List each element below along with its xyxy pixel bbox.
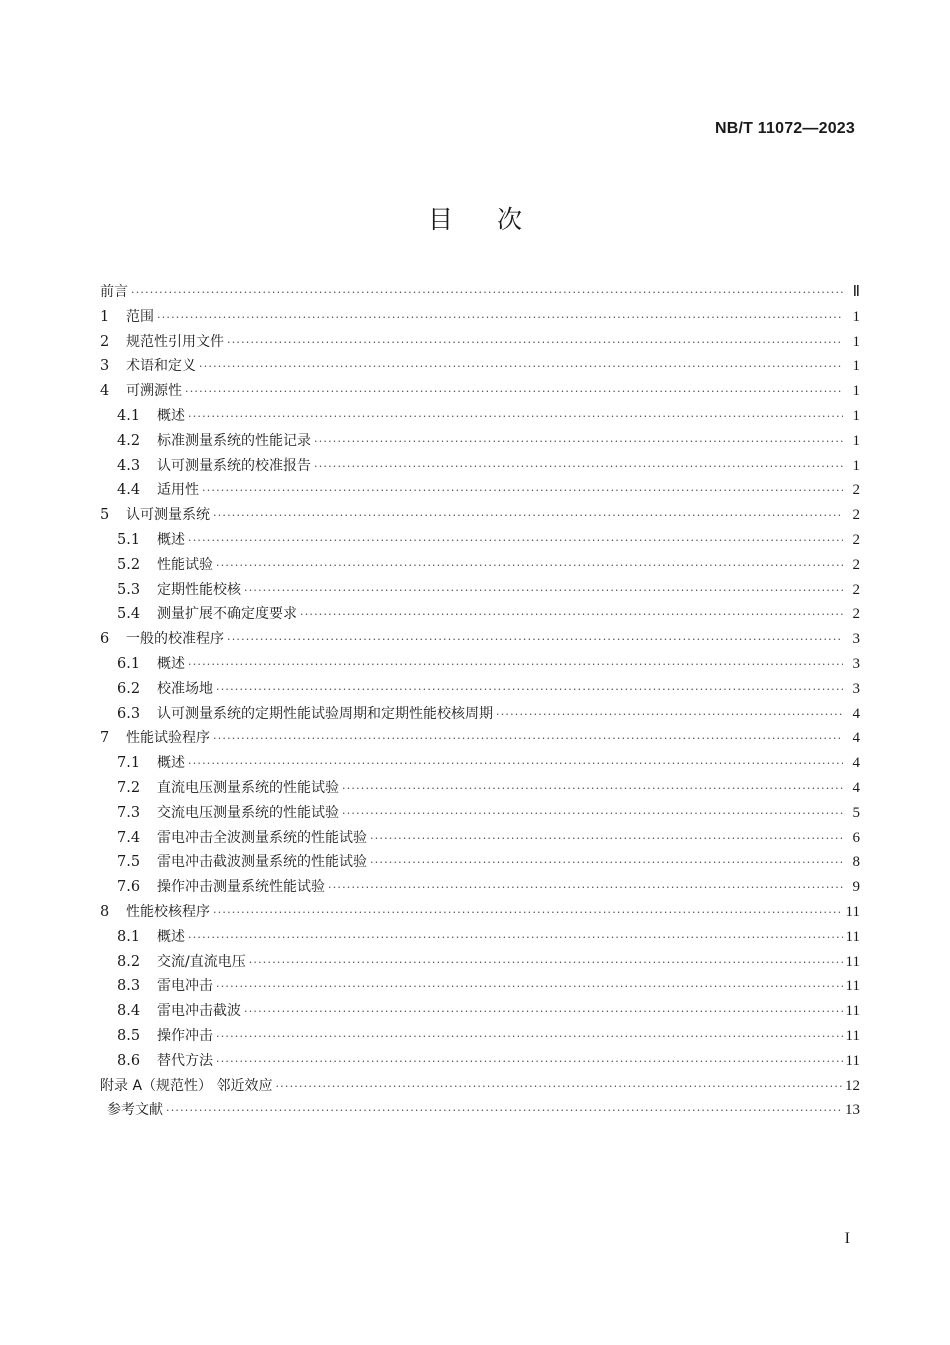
toc-entry[interactable] [100,305,860,330]
toc-entry-number: 1 [100,308,110,325]
toc-entry-label: 术语和定义 [126,358,196,375]
dot-leader [328,876,843,901]
toc-entry-number: 6.3 [117,705,141,722]
dot-leader [216,678,843,703]
dot-leader [300,603,843,628]
toc-entry[interactable] [100,404,860,429]
dot-leader [314,455,843,480]
toc-entry[interactable] [100,602,860,627]
toc-entry-page: 5 [852,804,860,821]
toc-entry-page: 2 [852,606,860,623]
toc-entry-page: 3 [852,655,860,672]
toc-entry-page: 4 [852,705,860,722]
toc-entry[interactable] [100,999,860,1024]
toc-entry-label: 附录 A（规范性） 邻近效应 [100,1077,273,1094]
toc-entry-number: 7.3 [117,804,141,821]
dot-leader [216,1025,843,1050]
toc-entry-number: 8.1 [117,928,141,945]
toc-entry-page: 3 [852,680,860,697]
dot-leader [227,628,843,653]
page-title: 目次 [427,205,566,234]
toc-entry-label: 交流电压测量系统的性能试验 [157,804,339,821]
toc-entry[interactable] [100,801,860,826]
dot-leader [314,430,843,455]
toc-entry-page: 11 [845,903,860,920]
footer-page-number: I [844,1230,850,1247]
toc-entry-page: 13 [845,1102,860,1119]
toc-entry-label: 概述 [157,655,185,672]
toc-entry[interactable] [100,652,860,677]
toc-entry-label: 替代方法 [157,1052,213,1069]
dot-leader [188,926,843,951]
toc-entry-label: 雷电冲击全波测量系统的性能试验 [157,829,367,846]
toc-entry-page: 6 [852,829,860,846]
dot-leader [213,504,843,529]
dot-leader [188,653,843,678]
table-of-contents [100,280,860,1123]
toc-entry-page: 4 [852,779,860,796]
toc-entry-page: 11 [845,978,860,995]
dot-leader [157,306,843,331]
toc-entry-page: 11 [845,1052,860,1069]
toc-entry[interactable] [100,850,860,875]
toc-entry-page: 11 [845,928,860,945]
dot-leader [213,727,843,752]
dot-leader [370,827,843,852]
toc-entry-page: 12 [845,1077,860,1094]
toc-entry-number: 8.2 [117,953,141,970]
toc-entry-page: 4 [852,730,860,747]
toc-entry-page: 9 [852,879,860,896]
dot-leader [370,851,843,876]
toc-entry[interactable] [100,528,860,553]
toc-entry-label: 操作冲击测量系统性能试验 [157,879,325,896]
toc-entry[interactable] [100,280,860,305]
dot-leader [342,777,843,802]
toc-entry-label: 认可测量系统 [126,507,210,524]
toc-entry-label: 操作冲击 [157,1027,213,1044]
toc-entry-label: 认可测量系统的定期性能试验周期和定期性能校核周期 [157,705,493,722]
toc-entry[interactable] [100,578,860,603]
toc-entry[interactable] [100,454,860,479]
toc-entry-number: 8.6 [117,1052,141,1069]
toc-entry-page: Ⅱ [852,284,860,300]
toc-entry-number: 8 [100,903,110,920]
toc-entry-label: 测量扩展不确定度要求 [157,606,297,623]
toc-entry-page: 2 [852,556,860,573]
toc-entry-page: 11 [845,1003,860,1020]
toc-entry[interactable] [100,950,860,975]
dot-leader [185,380,843,405]
toc-entry[interactable] [100,1074,860,1099]
toc-entry-label: 概述 [157,928,185,945]
toc-entry-number: 7.6 [117,879,141,896]
dot-leader [275,1075,842,1100]
toc-entry-label: 参考文献 [107,1102,163,1119]
toc-entry-label: 适用性 [157,482,199,499]
toc-entry-number: 5 [100,507,110,524]
toc-entry-label: 交流/直流电压 [157,953,246,970]
toc-entry-page: 2 [852,482,860,499]
toc-entry[interactable] [100,1098,860,1123]
toc-entry[interactable] [100,776,860,801]
dot-leader [244,1000,843,1025]
toc-entry-page: 8 [852,854,860,871]
toc-entry[interactable] [100,974,860,999]
toc-entry-number: 4.1 [117,407,141,424]
dot-leader [216,975,843,1000]
toc-entry-label: 直流电压测量系统的性能试验 [157,779,339,796]
toc-entry-label: 概述 [157,407,185,424]
toc-entry-label: 范围 [126,308,154,325]
toc-entry-number: 6 [100,631,110,648]
dot-leader [188,405,843,430]
toc-entry-page: 1 [852,333,860,350]
toc-entry-page: 4 [852,755,860,772]
toc-entry-label: 校准场地 [157,680,213,697]
toc-entry[interactable] [100,751,860,776]
toc-entry-number: 4.3 [117,457,141,474]
toc-entry-page: 1 [852,407,860,424]
toc-entry-number: 8.4 [117,1003,141,1020]
toc-entry-label: 前言 [100,284,128,300]
toc-entry-label: 标准测量系统的性能记录 [157,432,311,449]
toc-entry-label: 一般的校准程序 [126,631,224,648]
toc-entry[interactable] [100,702,860,727]
toc-entry[interactable] [100,429,860,454]
toc-entry-number: 8.5 [117,1027,141,1044]
standard-code: NB/T 11072—2023 [715,120,855,137]
toc-entry-number: 5.3 [117,581,141,598]
toc-entry-number: 2 [100,333,110,350]
dot-leader [244,579,843,604]
dot-leader [199,355,843,380]
toc-entry-number: 8.3 [117,978,141,995]
toc-entry[interactable] [100,1049,860,1074]
toc-entry[interactable] [100,627,860,652]
dot-leader [213,901,843,926]
toc-entry[interactable] [100,503,860,528]
toc-entry-number: 7.4 [117,829,141,846]
dot-leader [227,331,843,356]
toc-entry[interactable] [100,379,860,404]
toc-entry-label: 概述 [157,531,185,548]
dot-leader [216,1050,843,1075]
toc-entry-page: 1 [852,308,860,325]
toc-entry[interactable] [100,330,860,355]
dot-leader [188,529,843,554]
toc-entry-label: 雷电冲击截波 [157,1003,241,1020]
dot-leader [202,479,843,504]
toc-entry-page: 1 [852,358,860,375]
toc-entry-number: 4.2 [117,432,141,449]
toc-entry-page: 3 [852,631,860,648]
toc-entry-page: 1 [852,432,860,449]
dot-leader [166,1099,842,1124]
toc-entry-label: 概述 [157,755,185,772]
toc-entry-number: 3 [100,358,110,375]
dot-leader [131,281,843,306]
dot-leader [188,752,843,777]
toc-entry-label: 认可测量系统的校准报告 [157,457,311,474]
toc-entry-label: 雷电冲击截波测量系统的性能试验 [157,854,367,871]
toc-entry-page: 1 [852,383,860,400]
toc-entry-label: 雷电冲击 [157,978,213,995]
toc-entry[interactable] [100,354,860,379]
toc-entry[interactable] [100,1024,860,1049]
toc-entry[interactable] [100,875,860,900]
toc-entry-number: 4.4 [117,482,141,499]
toc-entry-number: 5.1 [117,531,141,548]
toc-entry-label: 性能试验 [157,556,213,573]
toc-entry-label: 性能校核程序 [126,903,210,920]
toc-entry-number: 6.1 [117,655,141,672]
toc-entry[interactable] [100,677,860,702]
toc-entry[interactable] [100,478,860,503]
toc-entry-number: 7 [100,730,110,747]
toc-entry-page: 2 [852,507,860,524]
toc-entry[interactable] [100,900,860,925]
toc-entry-number: 5.4 [117,606,141,623]
toc-entry-number: 6.2 [117,680,141,697]
toc-entry[interactable] [100,826,860,851]
toc-entry-number: 5.2 [117,556,141,573]
toc-entry-page: 1 [852,457,860,474]
toc-entry-label: 性能试验程序 [126,730,210,747]
toc-entry-number: 7.1 [117,755,141,772]
toc-entry-page: 2 [852,581,860,598]
dot-leader [496,703,843,728]
dot-leader [342,802,843,827]
toc-entry-page: 11 [845,953,860,970]
toc-entry-number: 4 [100,383,110,400]
toc-entry[interactable] [100,726,860,751]
toc-entry-label: 可溯源性 [126,383,182,400]
toc-entry-label: 定期性能校核 [157,581,241,598]
toc-entry-page: 2 [852,531,860,548]
dot-leader [249,951,843,976]
dot-leader [216,554,843,579]
toc-entry-label: 规范性引用文件 [126,333,224,350]
toc-entry[interactable] [100,925,860,950]
toc-entry[interactable] [100,553,860,578]
toc-entry-number: 7.2 [117,779,141,796]
toc-entry-number: 7.5 [117,854,141,871]
toc-entry-page: 11 [845,1027,860,1044]
